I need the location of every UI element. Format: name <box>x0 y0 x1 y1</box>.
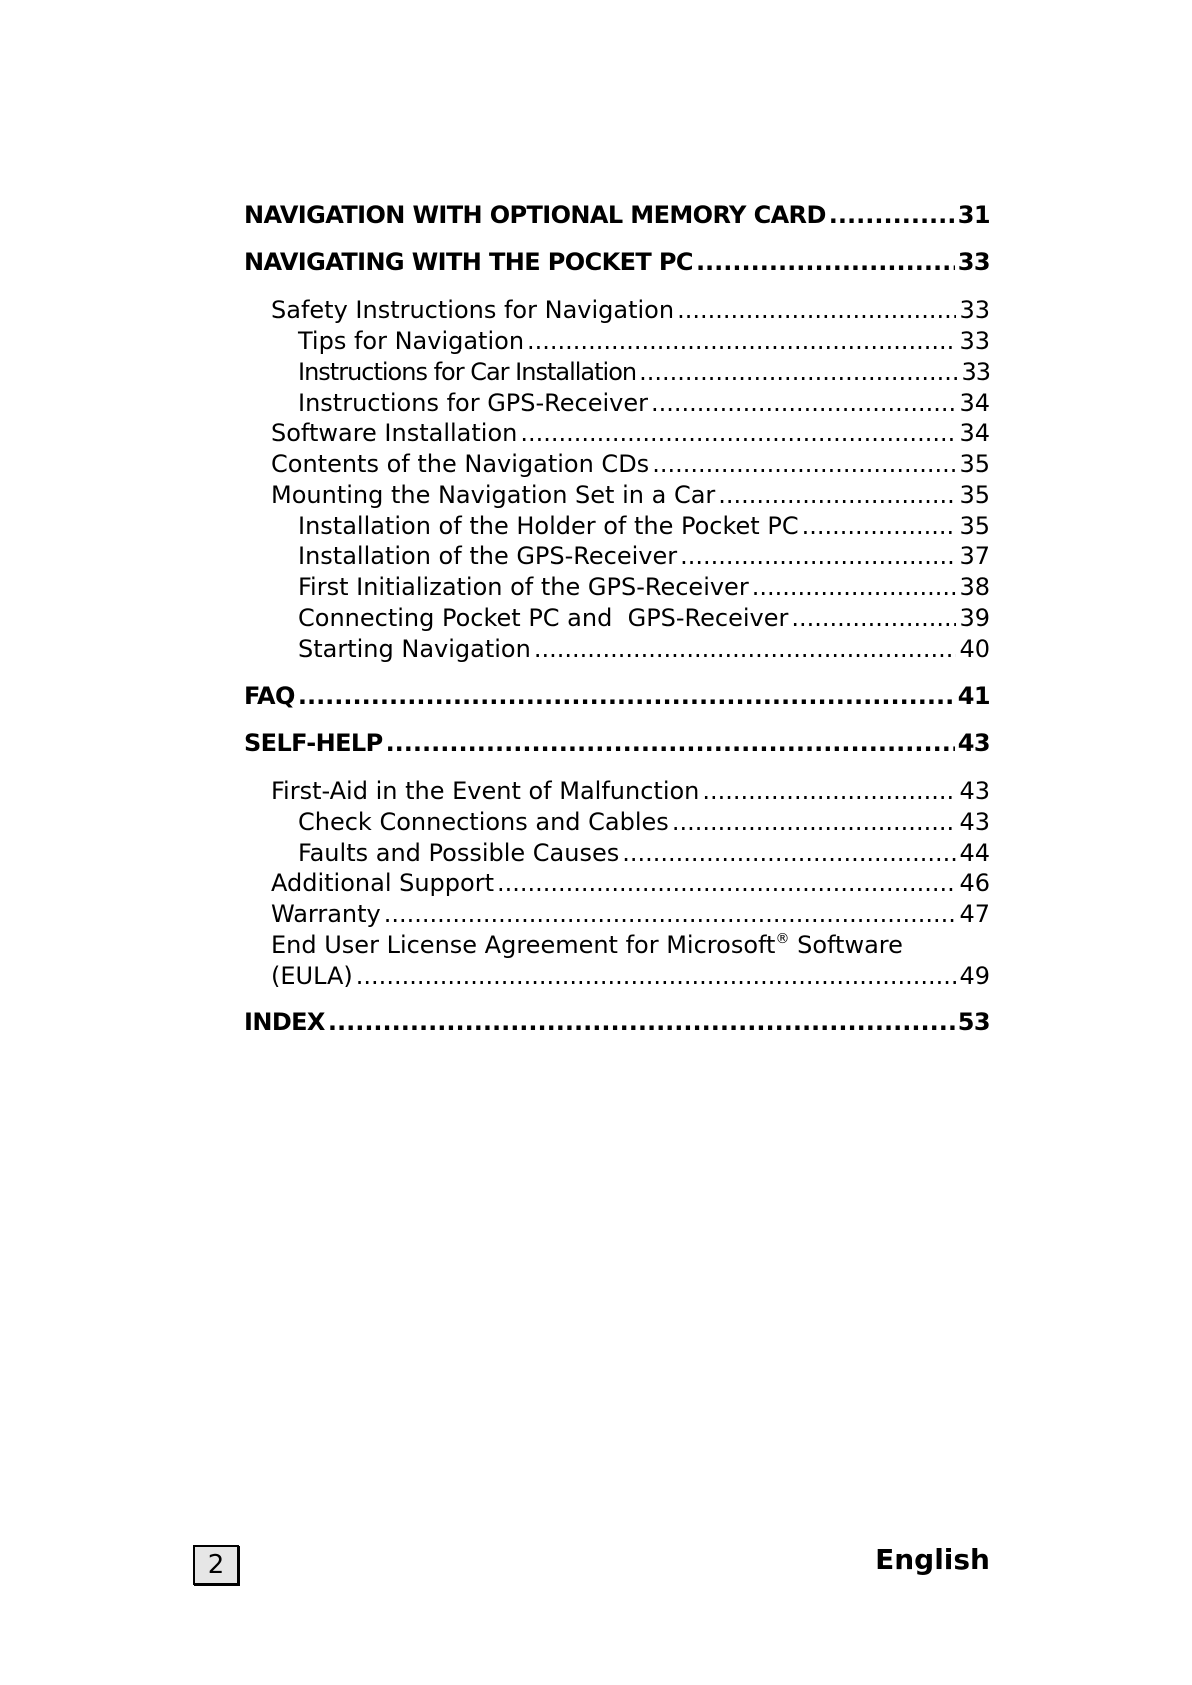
toc-entry-first-initialization[interactable] <box>298 572 990 603</box>
toc-entry-safety-instructions[interactable] <box>271 295 990 326</box>
toc-entry-car-installation[interactable] <box>298 357 990 388</box>
toc-entry-title: Software Installation <box>271 419 518 447</box>
toc-entry-index[interactable] <box>244 1007 990 1038</box>
toc-entry-gps-receiver-instructions[interactable] <box>298 388 990 419</box>
toc-entry-first-aid[interactable] <box>271 776 990 807</box>
toc-entry-page: 43 <box>959 777 990 805</box>
toc-entry-title: Tips for Navigation <box>298 327 525 355</box>
toc-entry-navigation-cds[interactable] <box>271 449 990 480</box>
toc-entry-page: 35 <box>959 450 990 478</box>
toc-entry-starting-navigation[interactable] <box>298 634 990 665</box>
toc-entry-page: 33 <box>959 327 990 355</box>
toc-dot-leader <box>639 357 958 388</box>
toc-entry-title: NAVIGATION WITH OPTIONAL MEMORY CARD <box>244 201 826 229</box>
toc-dot-leader <box>696 247 955 278</box>
toc-entry-page: 39 <box>959 604 990 632</box>
toc-dot-leader <box>497 868 956 899</box>
toc-dot-leader <box>534 634 957 665</box>
toc-entry-title: Instructions for GPS-Receiver <box>298 389 649 417</box>
toc-entry-page: 53 <box>957 1008 990 1036</box>
toc-dot-leader <box>802 511 957 542</box>
toc-entry-navigation-memory-card[interactable] <box>244 200 990 231</box>
toc-entry-title: NAVIGATING WITH THE POCKET PC <box>244 248 693 276</box>
toc-entry-page: 41 <box>957 682 990 710</box>
toc-entry-page: 35 <box>959 481 990 509</box>
toc-entry-check-connections[interactable] <box>298 807 990 838</box>
toc-dot-leader <box>652 449 956 480</box>
toc-entry-mounting-navigation-set[interactable] <box>271 480 990 511</box>
toc-entry-faults-causes[interactable] <box>298 838 990 869</box>
toc-entry-holder-installation[interactable] <box>298 511 990 542</box>
toc-entry-page: 33 <box>961 358 990 386</box>
toc-entry-page: 34 <box>959 389 990 417</box>
toc-dot-leader <box>702 776 956 807</box>
toc-dot-leader <box>829 200 955 231</box>
toc-entry-page: 33 <box>957 248 990 276</box>
toc-entry-navigating-pocket-pc[interactable] <box>244 247 990 278</box>
toc-dot-leader <box>328 1007 955 1038</box>
toc-entry-title: First Initialization of the GPS-Receiver <box>298 573 749 601</box>
toc-dot-leader <box>791 603 956 634</box>
toc-entry-page: 38 <box>959 573 990 601</box>
toc-entry-connecting-pocket-pc[interactable] <box>298 603 990 634</box>
toc-entry-title: Additional Support <box>271 869 494 897</box>
toc-dot-leader <box>622 838 956 869</box>
toc-entry-title: Installation of the Holder of the Pocket PC <box>298 512 799 540</box>
language-label: English <box>875 1543 990 1576</box>
toc-entry-title-end: Software <box>789 931 903 959</box>
toc-entry-title: Faults and Possible Causes <box>298 839 620 867</box>
toc-dot-leader <box>651 388 956 419</box>
toc-entry-page: 33 <box>959 296 990 324</box>
toc-entry-title: Instructions for Car Installation <box>298 358 637 386</box>
toc-entry-page: 37 <box>959 542 990 570</box>
toc-dot-leader <box>752 572 957 603</box>
toc-dot-leader <box>386 728 955 759</box>
toc-entry-title: (EULA) <box>271 962 353 990</box>
toc-entry-page: 44 <box>959 839 990 867</box>
toc-entry-title: Mounting the Navigation Set in a Car <box>271 481 716 509</box>
toc-entry-page: 47 <box>959 900 990 928</box>
toc-entry-faq[interactable] <box>244 681 990 712</box>
toc-dot-leader <box>718 480 956 511</box>
toc-entry-page: 34 <box>959 419 990 447</box>
toc-entry-title: Contents of the Navigation CDs <box>271 450 650 478</box>
toc-dot-leader <box>677 295 956 326</box>
toc-dot-leader <box>520 418 956 449</box>
toc-entry-title: FAQ <box>244 682 295 710</box>
toc-entry-title: Installation of the GPS-Receiver <box>298 542 678 570</box>
toc-entry-gps-installation[interactable] <box>298 541 990 572</box>
toc-entry-title: Starting Navigation <box>298 635 531 663</box>
toc-entry-page: 43 <box>959 808 990 836</box>
registered-mark: ® <box>775 931 790 947</box>
toc-dot-leader <box>384 899 957 930</box>
toc-entry-warranty[interactable] <box>271 899 990 930</box>
toc-entry-page: 35 <box>959 512 990 540</box>
toc-entry-title: Warranty <box>271 900 381 928</box>
toc-entry-page: 43 <box>957 729 990 757</box>
toc-entry-tips-navigation[interactable] <box>298 326 990 357</box>
toc-entry-title: SELF-HELP <box>244 729 383 757</box>
toc-dot-leader <box>680 541 956 572</box>
toc-entry-page: 40 <box>959 635 990 663</box>
toc-entry-page: 49 <box>959 962 990 990</box>
toc-entry-title: Check Connections and Cables <box>298 808 669 836</box>
toc-dot-leader <box>298 681 955 712</box>
toc-entry-title: First-Aid in the Event of Malfunction <box>271 777 700 805</box>
toc-entry-self-help[interactable] <box>244 728 990 759</box>
toc-entry-page: 31 <box>957 201 990 229</box>
toc-entry-software-installation[interactable] <box>271 418 990 449</box>
toc-entry-additional-support[interactable] <box>271 868 990 899</box>
toc-dot-leader <box>527 326 956 357</box>
toc-entry-title: Connecting Pocket PC and GPS-Receiver <box>298 604 789 632</box>
toc-entry-page: 46 <box>959 869 990 897</box>
toc-entry-eula-line2[interactable] <box>271 961 990 992</box>
toc-entry-title: End User License Agreement for Microsoft <box>271 931 776 959</box>
toc-entry-title: Safety Instructions for Navigation <box>271 296 675 324</box>
toc-entry-title: INDEX <box>244 1008 325 1036</box>
toc-dot-leader <box>672 807 957 838</box>
toc-dot-leader <box>356 961 957 992</box>
toc-entry-eula-line1[interactable] <box>271 930 903 961</box>
page-number: 2 <box>193 1545 239 1585</box>
